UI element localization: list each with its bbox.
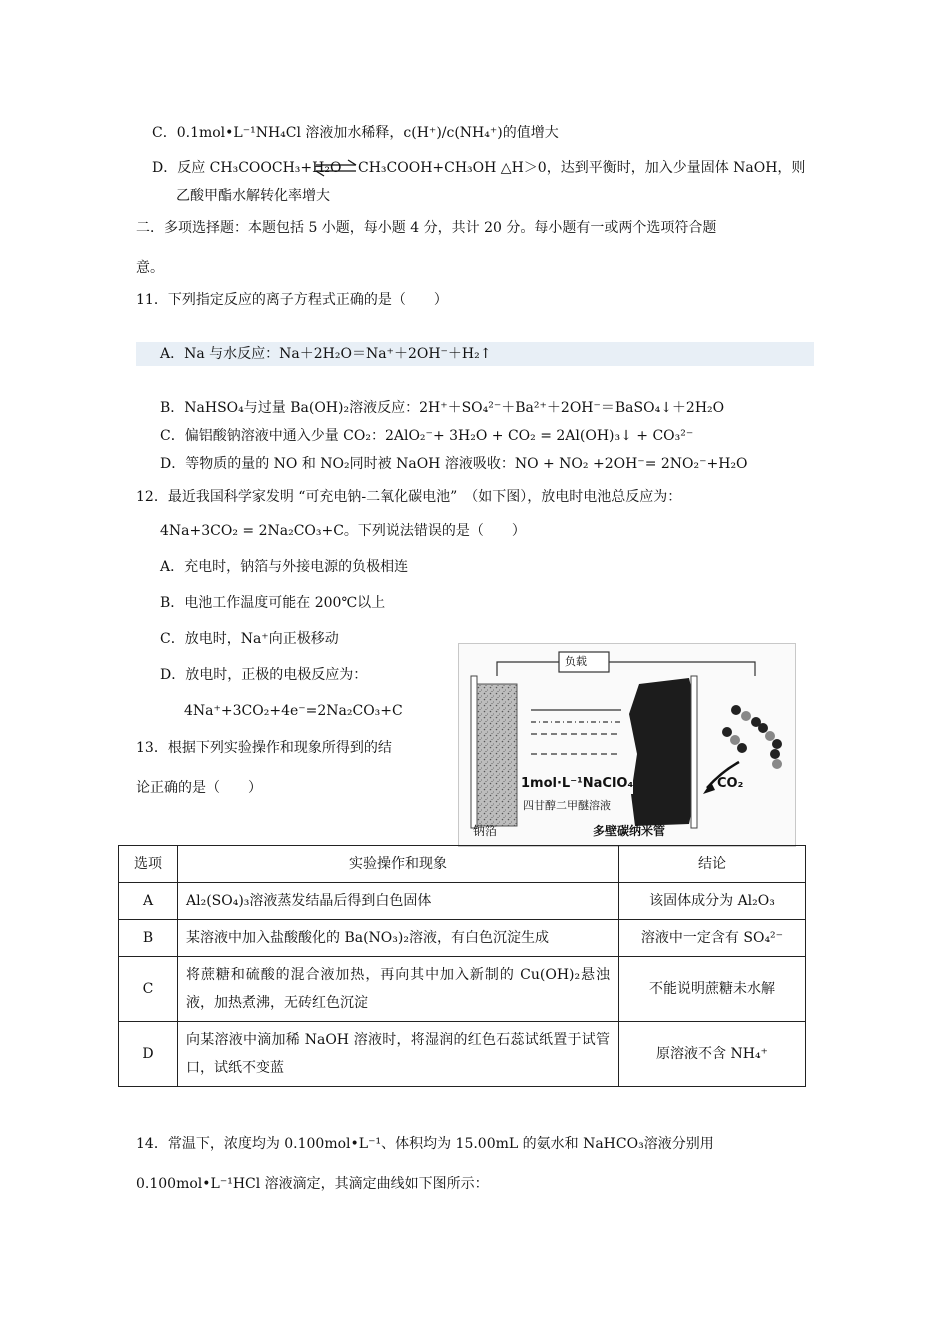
header-option: 选项: [119, 846, 178, 883]
battery-diagram: [458, 643, 796, 847]
table-header-row: [119, 846, 806, 883]
header-operation: 实验操作和现象: [178, 846, 619, 883]
table-row: [119, 957, 806, 1022]
row-option: A: [119, 883, 178, 920]
q12-stem-cont: 4Na+3CO₂ = 2Na₂CO₃+C。下列说法错误的是（ ）: [160, 523, 526, 539]
solvent-label: 四甘醇二甲醚溶液: [523, 796, 611, 816]
row-conclusion: 原溶液不含 NH₄⁺: [619, 1022, 806, 1087]
q12-option-b: B．电池工作温度可能在 200℃以上: [160, 595, 386, 611]
co2-label: CO₂: [717, 776, 744, 791]
section-heading-cont: 意。: [136, 260, 164, 276]
q14-stem-cont: 0.100mol•L⁻¹HCl 溶液滴定，其滴定曲线如下图所示：: [136, 1176, 489, 1192]
table-row: [119, 920, 806, 957]
row-operation: 某溶液中加入盐酸酸化的 Ba(NO₃)₂溶液，有白色沉淀生成: [178, 920, 619, 957]
q10-option-d-part1: D．反应 CH₃COOCH₃+H₂O: [152, 160, 342, 176]
q11-stem: 11．下列指定反应的离子方程式正确的是（ ）: [136, 292, 448, 308]
experiment-table: [118, 845, 806, 1087]
table-row: [119, 883, 806, 920]
q11-option-c: C．偏铝酸钠溶液中通入少量 CO₂：2AlO₂⁻+ 3H₂O + CO₂ = 2Al(OH)₃↓ + CO₃²⁻: [160, 428, 694, 444]
q14-stem: 14．常温下，浓度均为 0.100mol•L⁻¹、体积均为 15.00mL 的氨水和 NaHCO₃溶液分别用: [136, 1136, 714, 1152]
row-option: D: [119, 1022, 178, 1087]
row-operation: 向某溶液中滴加稀 NaOH 溶液时，将湿润的红色石蕊试纸置于试管口，试纸不变蓝: [178, 1022, 619, 1087]
q10-option-d-part2: CH₃COOH+CH₃OH △H＞0，达到平衡时，加入少量固体 NaOH，则: [358, 160, 806, 176]
q11-option-a: A．Na 与水反应：Na＋2H₂O＝Na⁺＋2OH⁻＋H₂↑: [160, 346, 492, 362]
equilibrium-arrow-icon: [314, 157, 358, 179]
q10-option-c: C．0.1mol•L⁻¹NH₄Cl 溶液加水稀释，c(H⁺)/c(NH₄⁺)的值增大: [152, 125, 559, 141]
sodium-foil-label: 钠箔: [473, 824, 498, 838]
row-operation: 将蔗糖和硫酸的混合液加热，再向其中加入新制的 Cu(OH)₂悬浊液，加热煮沸，无砖红色沉淀: [178, 957, 619, 1022]
q12-stem: 12．最近我国科学家发明 “可充电钠-二氧化碳电池” （如下图），放电时电池总反应为：: [136, 489, 682, 505]
battery-diagram-drawing: [459, 644, 795, 846]
row-conclusion: 不能说明蔗糖未水解: [619, 957, 806, 1022]
electrolyte-label: 1mol·L⁻¹NaClO₄: [521, 774, 633, 794]
row-operation: Al₂(SO₄)₃溶液蒸发结晶后得到白色固体: [178, 883, 619, 920]
q12-option-d-equation: 4Na⁺+3CO₂+4e⁻=2Na₂CO₃+C: [184, 703, 403, 719]
nanotube-label: 多壁碳纳米管: [593, 824, 666, 838]
row-conclusion: 溶液中一定含有 SO₄²⁻: [619, 920, 806, 957]
section-heading: 二．多项选择题：本题包括 5 小题，每小题 4 分，共计 20 分。每小题有一或两个选项符合题: [136, 220, 717, 236]
q10-option-d-part3: 乙酸甲酯水解转化率增大: [176, 188, 330, 204]
row-option: C: [119, 957, 178, 1022]
q11-option-d: D．等物质的量的 NO 和 NO₂同时被 NaOH 溶液吸收：NO + NO₂ +2OH⁻= 2NO₂⁻+H₂O: [160, 456, 748, 472]
row-conclusion: 该固体成分为 Al₂O₃: [619, 883, 806, 920]
header-conclusion: 结论: [619, 846, 806, 883]
q12-option-a: A．充电时，钠箔与外接电源的负极相连: [160, 559, 409, 575]
row-option: B: [119, 920, 178, 957]
q13-stem: 13．根据下列实验操作和现象所得到的结: [136, 740, 392, 756]
q13-stem-cont: 论正确的是（ ）: [136, 780, 262, 796]
load-label: 负载: [565, 655, 587, 668]
table-row: [119, 1022, 806, 1087]
q11-option-b: B．NaHSO₄与过量 Ba(OH)₂溶液反应：2H⁺＋SO₄²⁻＋Ba²⁺＋2OH⁻＝BaSO₄↓＋2H₂O: [160, 400, 725, 416]
q12-option-d: D．放电时，正极的电极反应为：: [160, 667, 368, 683]
q12-option-c: C．放电时，Na⁺向正极移动: [160, 631, 339, 647]
